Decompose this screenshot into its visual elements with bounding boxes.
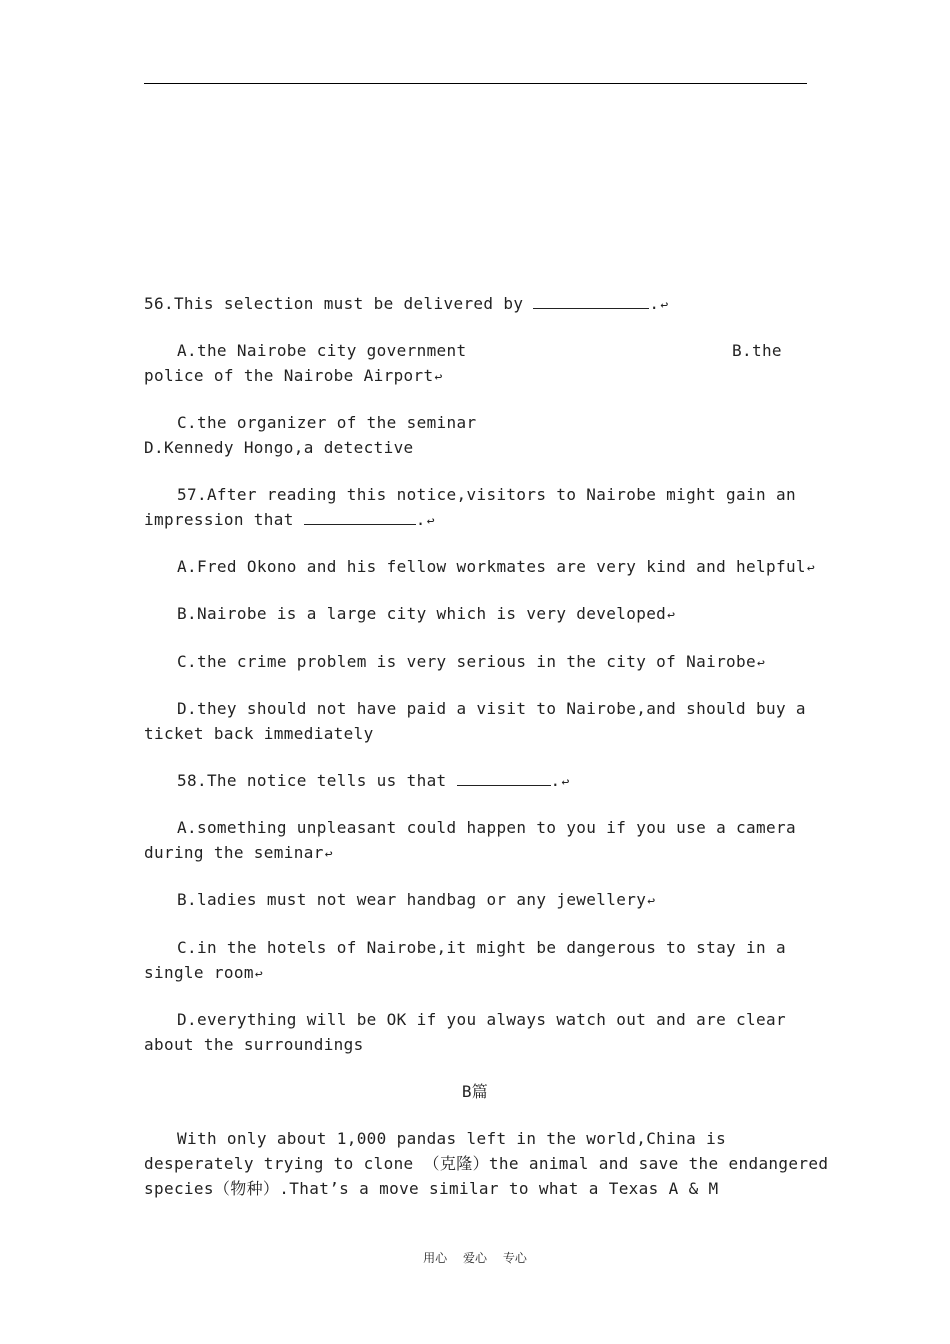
q56-option-d: D.Kennedy Hongo,a detective [144,438,414,457]
paragraph-mark-icon: ↩ [254,967,263,982]
footer-text: 专心 [502,1251,527,1265]
page-footer [0,1249,950,1266]
paragraph-mark-icon: ↩ [561,775,570,790]
paragraph-mark-icon: ↩ [324,847,333,862]
passage-line3: species（物种）.That’s a move similar to what a Texas A & M [144,1179,719,1198]
q58-option-b: B.ladies must not wear handbag or any jewellery↩ [177,890,655,912]
q57-option-d-line2: ticket back immediately [144,724,374,743]
q57-option-c: C.the crime problem is very serious in the city of Nairobe↩ [177,652,765,674]
q57-option-a: A.Fred Okono and his fellow workmates are very kind and helpful↩ [177,557,815,579]
q57-stem-line2: impression that .↩ [144,510,435,532]
q56-option-c: C.the organizer of the seminar [177,413,477,432]
q56-stem: 56.This selection must be delivered by .↩ [144,294,669,316]
paragraph-mark-icon: ↩ [660,298,669,313]
q56-option-b-start: B.the [732,341,782,360]
paragraph-mark-icon: ↩ [757,656,766,671]
answer-blank [457,771,551,786]
q58-option-d-line1: D.everything will be OK if you always watch out and are clear [177,1010,786,1029]
q58-option-a-line2: during the seminar↩ [144,843,333,865]
header-rule [144,83,807,84]
passage-line2: desperately trying to clone （克隆）the animal and save the endangered [144,1154,829,1173]
q57-stem-line1: 57.After reading this notice,visitors to Nairobe might gain an [177,485,796,504]
q58-option-c-line2: single room↩ [144,963,263,985]
q56-option-b-cont: police of the Nairobe Airport↩ [144,366,443,388]
q58-option-d-line2: about the surroundings [144,1035,364,1054]
q58-option-a-line1: A.something unpleasant could happen to you if you use a camera [177,818,796,837]
answer-blank [533,294,649,309]
q57-option-d-line1: D.they should not have paid a visit to Nairobe,and should buy a [177,699,806,718]
footer-text: 爱心 [462,1251,487,1265]
paragraph-mark-icon: ↩ [667,608,676,623]
section-heading: B篇 [461,1082,489,1101]
q58-stem: 58.The notice tells us that .↩ [177,771,570,793]
paragraph-mark-icon: ↩ [647,894,656,909]
passage-line1: With only about 1,000 pandas left in the world,China is [177,1129,727,1148]
answer-blank [304,510,416,525]
q58-option-c-line1: C.in the hotels of Nairobe,it might be dangerous to stay in a [177,938,786,957]
footer-text: 用心 [423,1251,448,1265]
paragraph-mark-icon: ↩ [426,514,435,529]
paragraph-mark-icon: ↩ [806,561,816,576]
paragraph-mark-icon: ↩ [434,370,443,385]
q57-option-b: B.Nairobe is a large city which is very developed↩ [177,604,675,626]
q56-option-a: A.the Nairobe city government [177,341,467,360]
